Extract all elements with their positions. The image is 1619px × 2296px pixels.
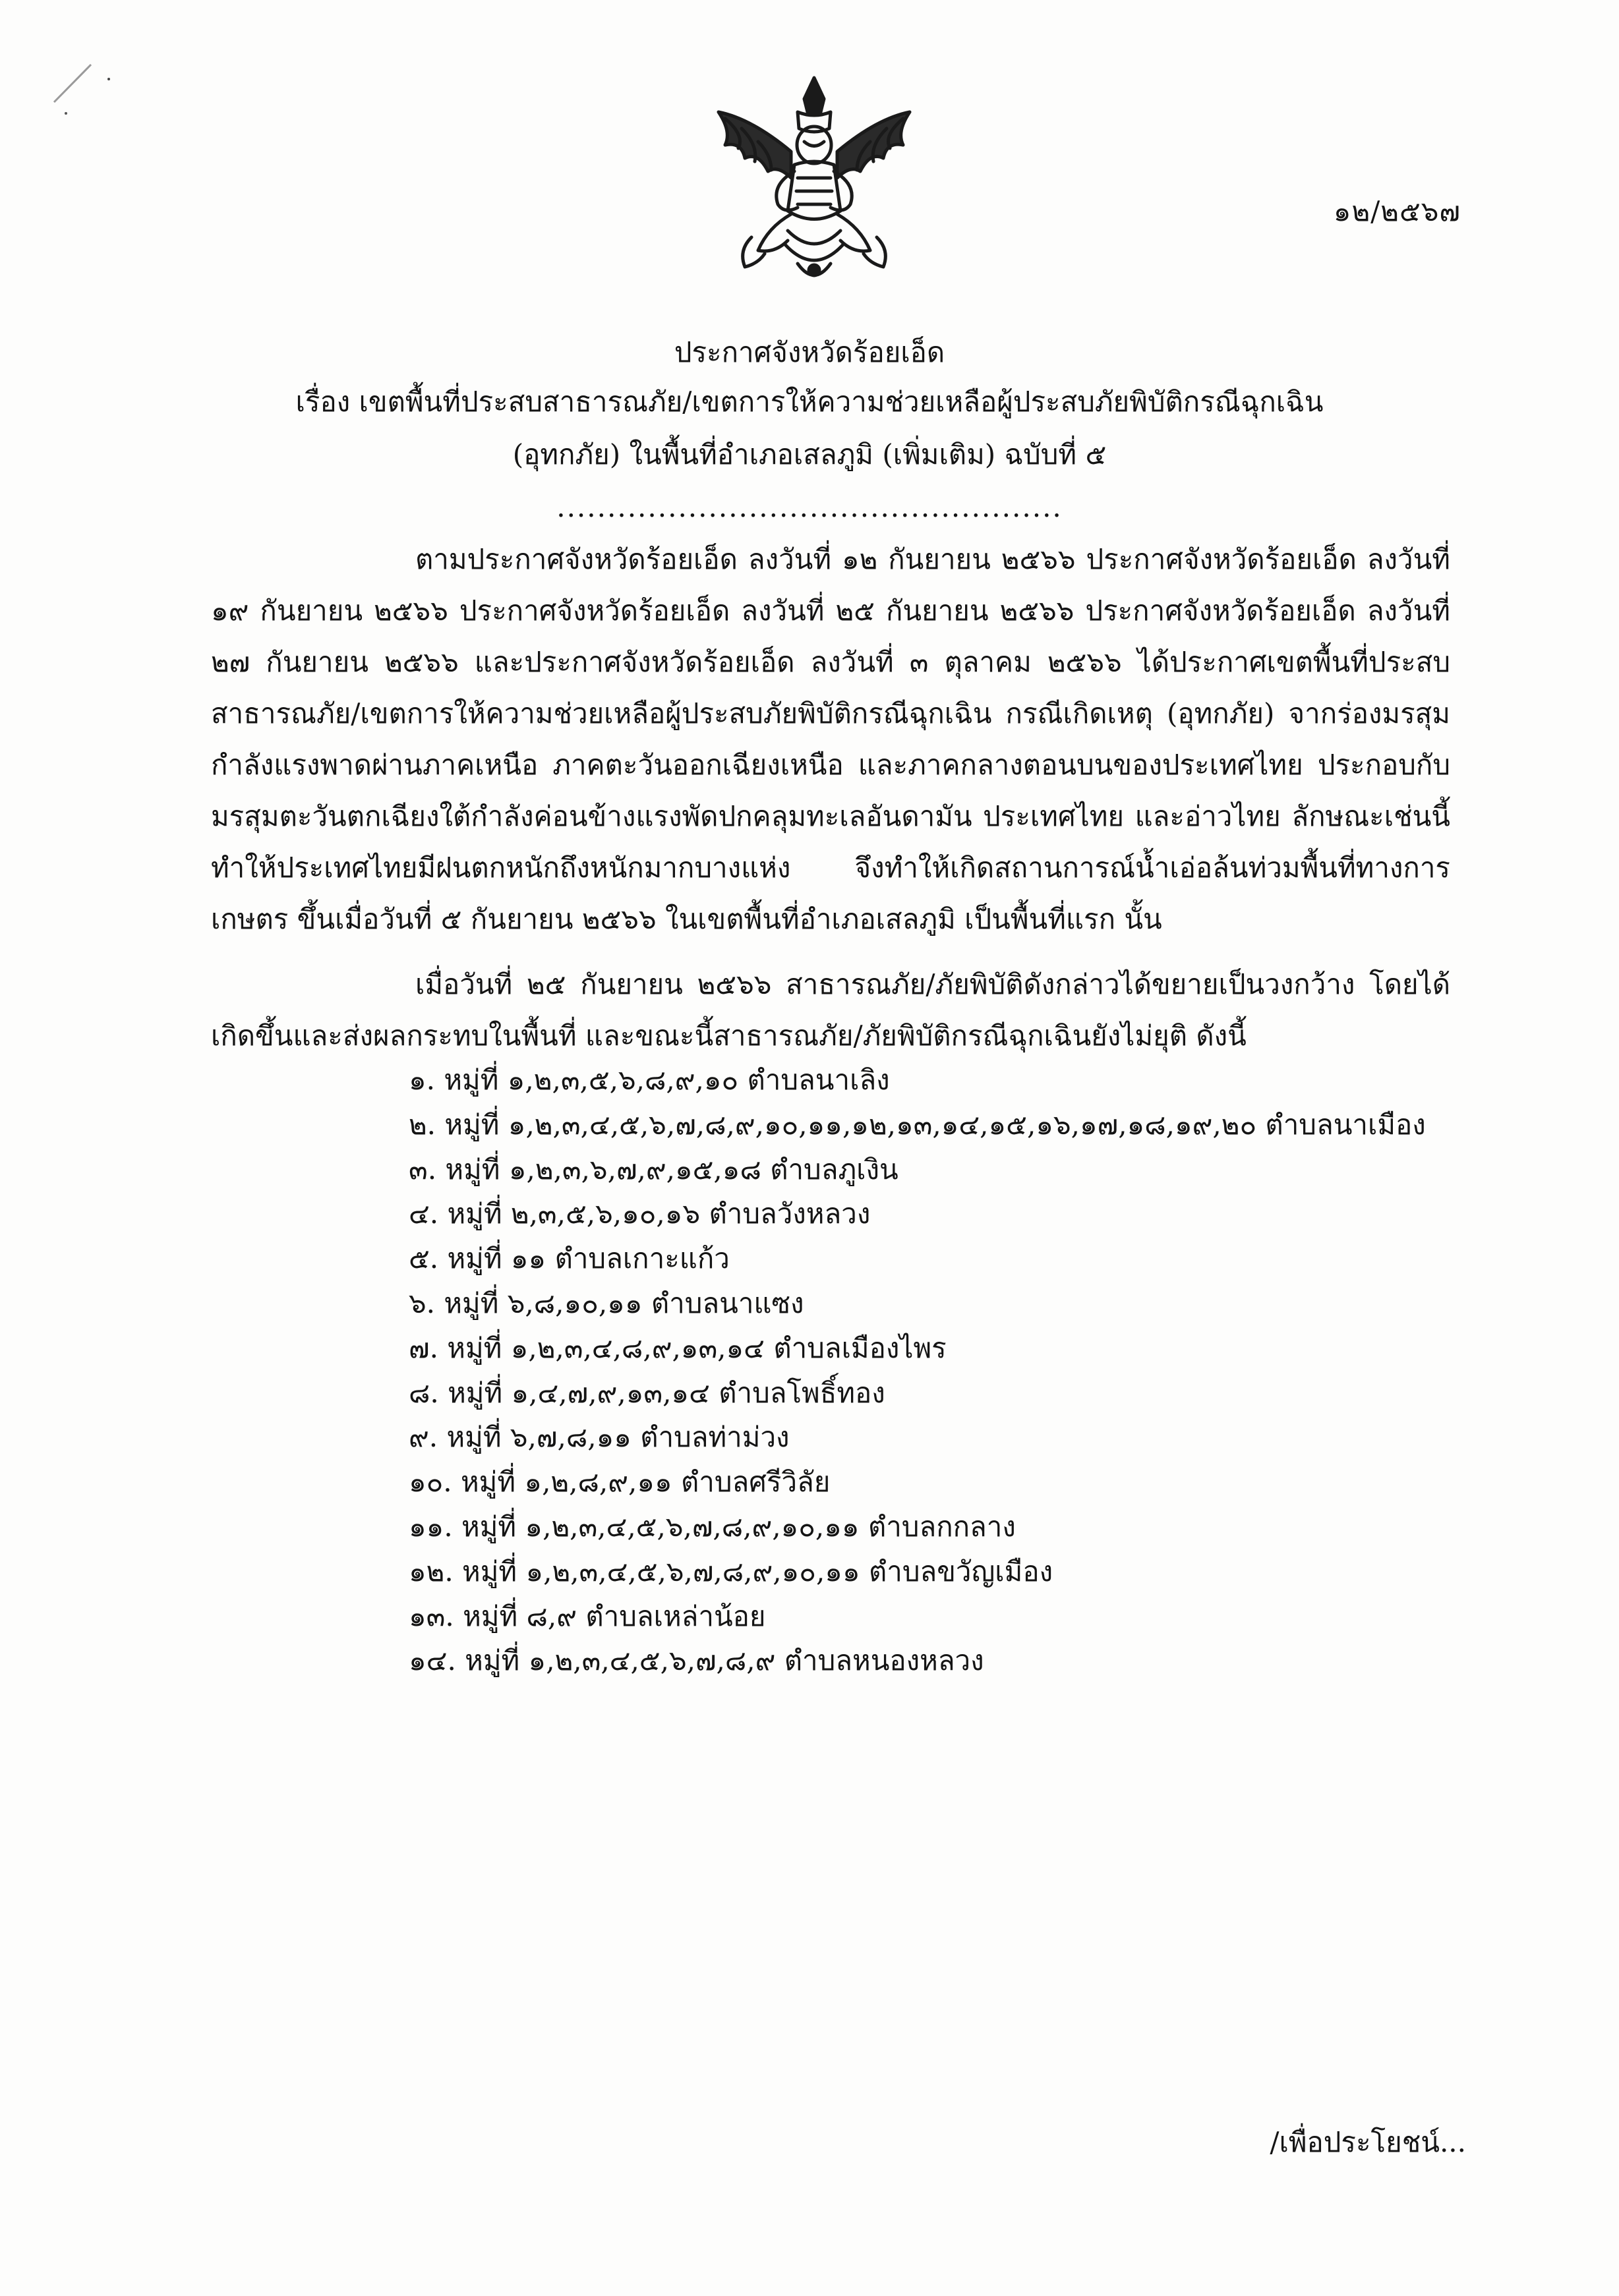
- scan-mark: [46, 53, 125, 119]
- body-paragraph-1-text: ตามประกาศจังหวัดร้อยเอ็ด ลงวันที่ ๑๒ กันยายน ๒๕๖๖ ประกาศจังหวัดร้อยเอ็ด ลงวันที่ ๑๙ กันยายน ๒๕๖๖ ประกาศจังหวัดร้อยเอ็ด ลงวันที่ ๒๕ กันยายน ๒๕๖๖ ประกาศจังหวัดร้อยเอ็ด ลงวันที่ ๒๗ กันยายน ๒๕๖๖ และประกาศจังหวัดร้อยเอ็ด ลงวันที่ ๓ ตุลาคม ๒๕๖๖ ได้ประกาศเขตพื้นที่ประสบสาธารณภัย/เขตการให้ความช่วยเหลือผู้ประสบภัยพิบัติกรณีฉุกเฉิน กรณีเกิดเหตุ (อุทกภัย) จากร่องมรสุมกำลังแรงพาดผ่านภาคเหนือ ภาคตะวันออกเฉียงเหนือ และภาคกลางตอนบนของประเทศไทย ประกอบกับมรสุมตะวันตกเฉียงใต้กำลังค่อนข้างแรงพัดปกคลุมทะเลอันดามัน ประเทศไทย และอ่าวไทย ลักษณะเช่นนี้ทำให้ประเทศไทยมีฝนตกหนักถึงหนักมากบางแห่ง จึงทำให้เกิดสถานการณ์น้ำเอ่อล้นท่วมพื้นที่ทางการเกษตร ขึ้นเมื่อวันที่ ๕ กันยายน ๒๕๖๖ ในเขตพื้นที่อำเภอเสลภูมิ เป็นพื้นที่แรก นั้น: [211, 543, 1450, 935]
- announcement-title: ประกาศจังหวัดร้อยเอ็ด: [674, 336, 945, 368]
- list-item: ๑๑. หมู่ที่ ๑,๒,๓,๔,๕,๖,๗,๘,๙,๑๐,๑๑ ตำบลกกลาง: [409, 1510, 1016, 1543]
- garuda-emblem-icon: [705, 72, 923, 297]
- list-item: ๑๓. หมู่ที่ ๘,๙ ตำบลเหล่าน้อย: [409, 1599, 766, 1632]
- continuation-note: /เพื่อประโยชน์...: [1270, 2126, 1466, 2158]
- list-item: ๑๒. หมู่ที่ ๑,๒,๓,๔,๕,๖,๗,๘,๙,๑๐,๑๑ ตำบลขวัญเมือง: [409, 1555, 1053, 1588]
- body-paragraph-2: [211, 959, 1450, 1062]
- list-item: ๘. หมู่ที่ ๑,๔,๗,๙,๑๓,๑๔ ตำบลโพธิ์ทอง: [409, 1376, 885, 1409]
- affected-area-list: [409, 1058, 1426, 1683]
- list-item: ๒. หมู่ที่ ๑,๒,๓,๔,๕,๖,๗,๘,๙,๑๐,๑๑,๑๒,๑๓,๑๔,๑๕,๑๖,๑๗,๑๘,๑๙,๒๐ ตำบลนาเมือง: [409, 1108, 1426, 1141]
- list-item: ๑. หมู่ที่ ๑,๒,๓,๕,๖,๘,๙,๑๐ ตำบลนาเลิง: [409, 1064, 890, 1096]
- document-number: ๑๒/๒๕๖๗: [1333, 195, 1461, 227]
- title-separator: ..................................................: [556, 491, 1063, 523]
- list-item: ๑๐. หมู่ที่ ๑,๒,๘,๙,๑๑ ตำบลศรีวิลัย: [409, 1466, 831, 1499]
- subject-line-1: เรื่อง เขตพื้นที่ประสบสาธารณภัย/เขตการให้ความช่วยเหลือผู้ประสบภัยพิบัติกรณีฉุกเฉิน: [295, 386, 1324, 418]
- body-paragraph-1: [211, 534, 1450, 945]
- list-item: ๕. หมู่ที่ ๑๑ ตำบลเกาะแก้ว: [409, 1242, 730, 1275]
- list-item: ๙. หมู่ที่ ๖,๗,๘,๑๑ ตำบลท่าม่วง: [409, 1421, 790, 1454]
- list-item: ๖. หมู่ที่ ๖,๘,๑๐,๑๑ ตำบลนาแซง: [409, 1286, 804, 1319]
- list-item: ๓. หมู่ที่ ๑,๒,๓,๖,๗,๙,๑๕,๑๘ ตำบลภูเงิน: [409, 1153, 898, 1186]
- list-item: ๑๔. หมู่ที่ ๑,๒,๓,๔,๕,๖,๗,๘,๙ ตำบลหนองหลวง: [409, 1644, 984, 1677]
- list-item: ๗. หมู่ที่ ๑,๒,๓,๔,๘,๙,๑๓,๑๔ ตำบลเมืองไพร: [409, 1331, 947, 1364]
- subject-line-2: (อุทกภัย) ในพื้นที่อำเภอเสลภูมิ (เพิ่มเติม) ฉบับที่ ๕: [512, 438, 1107, 471]
- body-paragraph-2-text: เมื่อวันที่ ๒๕ กันยายน ๒๕๖๖ สาธารณภัย/ภัยพิบัติดังกล่าวได้ขยายเป็นวงกว้าง โดยได้เกิดขึ้นและส่งผลกระทบในพื้นที่ และขณะนี้สาธารณภัย/ภัยพิบัติกรณีฉุกเฉินยังไม่ยุติ ดังนี้: [211, 968, 1450, 1052]
- list-item: ๔. หมู่ที่ ๒,๓,๕,๖,๑๐,๑๖ ตำบลวังหลวง: [409, 1197, 871, 1230]
